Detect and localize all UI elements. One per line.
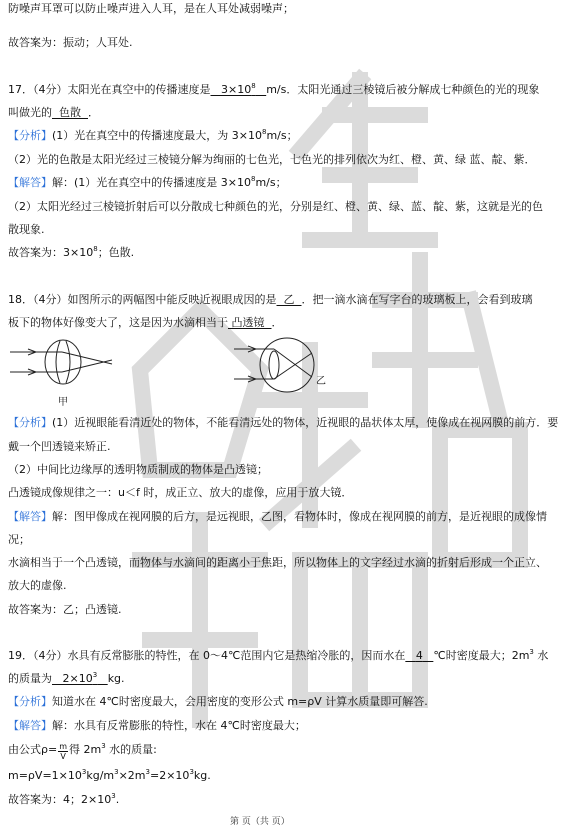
analysis-19: 【分析】知道水在 4℃时密度最大，会用密度的变形公式 m=ρV 计算水质量即可解答. — [8, 695, 428, 708]
eye-diagram-jia — [8, 338, 118, 393]
question-17-line1: 17．（4分）太阳光在真空中的传播速度是 $3\times 10^8$ m/s．太阳光通过三棱镜后被分解成七种颜色的光的现象 — [8, 82, 540, 96]
analysis-17-line2: （2）光的色散是太阳光经过三棱镜分解为绚丽的七色光，七色光的排列依次为红、橙、黄、绿 蓝、靛、紫． — [8, 153, 536, 166]
answer-18: 故答案为：乙；凸透镜. — [8, 603, 122, 616]
solution-18-line1: 【解答】解：图甲像成在视网膜的后方，是远视眼，乙图，看物体时，像成在视网膜的前方，是近视眼的成像情 — [8, 510, 547, 523]
solution-19-line2: 由公式ρ= $\frac{m}{V}$ 得 $2m^3$ 水的质量: — [8, 742, 157, 761]
question-17-line2: 叫做光的 色散 ． — [8, 106, 99, 119]
solution-18-line3: 水滴相当于一个凸透镜，而物体与水滴间的距离小于焦距，所以物体上的文字经过水滴的折射后形成一个正立、 — [8, 556, 547, 569]
figure-label-jia: 甲 — [58, 397, 68, 408]
solution-19-line1: 【解答】解：水具有反常膨胀的特性，水在 4℃时密度最大； — [8, 719, 306, 732]
solution-19-line3: $m=\rho V=1\times 10^3kg/m^3\times 2m^3=2\times 10^3kg$. — [8, 768, 211, 782]
question-18-line2: 板下的物体好像变大了，这是因为水滴相当于 凸透镜 ． — [8, 316, 283, 329]
eye-diagram-yi — [232, 335, 332, 400]
solution-17-line1: 【解答】解：(1）光在真空中的传播速度是 $3\times 10^8m/s$； — [8, 175, 287, 189]
solution-17-line3: 散现象. — [8, 223, 45, 236]
analysis-18-line3: （2）中间比边缘厚的透明物质制成的物体是凸透镜； — [8, 463, 268, 476]
figure-label-yi: 乙 — [316, 376, 326, 387]
fraction-m-over-v: $\frac{m}{V}$ — [59, 742, 67, 761]
page-footer: 第 页（共 页） — [230, 817, 290, 827]
question-19-line2: 的质量为 $2\times 10^3$ kg. — [8, 671, 125, 685]
solution-18-line4: 放大的虚像. — [8, 579, 67, 592]
solution-18-line2: 况； — [8, 533, 30, 546]
analysis-18-line4: 凸透镜成像规律之一：u＜f 时，成正立、放大的虚像，应用于放大镜． — [8, 486, 353, 499]
analysis-18-line1: 【分析】(1）近视眼能看清近处的物体，不能看清远处的物体，近视眼的晶状体太厚，使像成在视网膜的前方．要 — [8, 416, 559, 429]
solution-17-line2: （2）太阳光经过三棱镜折射后可以分散成七种颜色的光，分别是红、橙、黄、绿、蓝、靛、紫，这就是光的色 — [8, 200, 543, 213]
text-line: 防噪声耳罩可以防止噪声进入人耳，是在人耳处减弱噪声； — [8, 2, 294, 15]
answer-line: 故答案为：振动；人耳处. — [8, 36, 133, 49]
question-18-line1: 18．（4分）如图所示的两幅图中能反映近视眼成因的是 乙 ．把一滴水滴在写字台的玻璃板上，会看到玻璃 — [8, 293, 533, 306]
analysis-18-line2: 戴一个凹透镜来矫正. — [8, 440, 111, 453]
answer-19: 故答案为：4；$2\times 10^3$. — [8, 792, 120, 806]
analysis-17-line1: 【分析】(1）光在真空中的传播速度最大，为 $3\times 10^8m/s$； — [8, 128, 298, 142]
question-19-line1: 19．（4分）水具有反常膨胀的特性，在 0～4℃范围内它是热缩冷胀的，因而水在 4 ℃时密度最大；$2m^3$ 水 — [8, 648, 549, 662]
answer-17: 故答案为：$3\times 10^8$；色散. — [8, 245, 135, 259]
